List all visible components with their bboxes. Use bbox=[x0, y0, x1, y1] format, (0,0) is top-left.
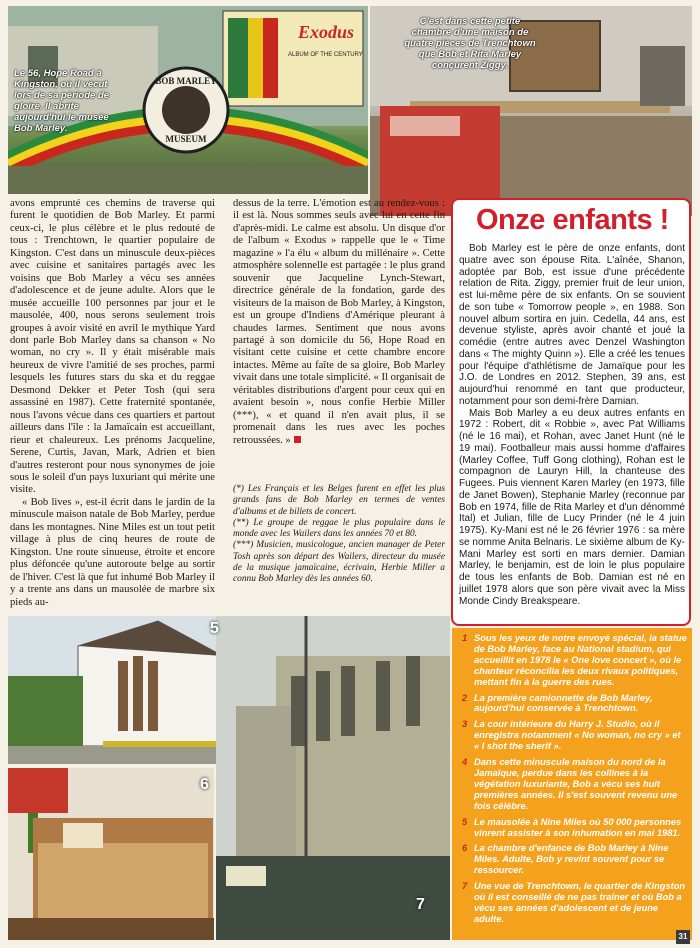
caption-number: 1 bbox=[462, 633, 468, 643]
footnote: (*) Les Français et les Belges furent en effet les plus grands fans de Bob Marley en termes de ventes d'albums et de billets de concert. bbox=[233, 484, 445, 517]
caption-item bbox=[462, 693, 688, 715]
photo-number: 6 bbox=[200, 776, 209, 793]
caption-item bbox=[462, 757, 688, 812]
street-photo-art bbox=[216, 616, 450, 940]
caption-number: 5 bbox=[462, 816, 468, 827]
poster-subtitle: ALBUM OF THE CENTURY bbox=[288, 52, 363, 58]
box-text bbox=[459, 243, 685, 607]
box-title: Onze enfants ! bbox=[476, 204, 669, 236]
article-paragraph: « Bob lives », est-il écrit dans le jardin de la minuscule maison natale de Bob Marley, perdue dans les montagnes. Nine Miles est un tout petit village à plus de cinq heures de route de Kingston. Une route sinueuse, étroite et encore plus défoncée qu'une autoroute belge au sortir de l'hiver. C'est là que fut inhumé Bob Marley il y a trente ans dans un mausolée de marbre six pieds au- bbox=[10, 496, 215, 608]
caption-number: 7 bbox=[462, 881, 468, 892]
caption-text: Dans cette minuscule maison du nord de la Jamaïque, perdue dans les collines à la végétation luxuriante, Bob a vécu ses huit premières années. Il s'est souvent revenu une fois célèbre. bbox=[474, 757, 678, 811]
box-paragraph: Bob Marley est le père de onze enfants, dont quatre avec son épouse Rita. L'aînée, Shanon, adoptée par Bob, est issue d'une précédente relation de Rita. Ziggy, premier fruit de leur union, est lui-même père de six enfants. On se souvient de son tube « Tomorrow people », en 1988. Son nouvel album sortira en juin. Cedella, 44 ans, est devenue styliste, après avoir chanté et joué la comédie (entre autres avec Denzel Washington dans « The mighty Quinn »). Elle a créé les tenues pour l'équipe d'athlétisme de Jamaïque pour les J.O. de Londres en 2012. Stephen, 39 ans, est aujourd'hui renommé en tant que producteur, notamment pour son demi-frère Damian. bbox=[459, 243, 685, 407]
article-column-middle bbox=[233, 198, 445, 447]
page-number: 31 bbox=[676, 930, 690, 944]
caption-item bbox=[462, 881, 688, 925]
caption-item bbox=[462, 633, 688, 688]
caption-number: 6 bbox=[462, 843, 468, 854]
poster-title: Exodus bbox=[298, 22, 355, 42]
article-column-left bbox=[10, 198, 215, 609]
museum-photo-caption: Le 56, Hope Road à Kingston, où il vécut lors de sa période de gloire. Il abrite aujourd'hui le musée Bob Marley. bbox=[14, 68, 110, 134]
caption-item bbox=[462, 719, 688, 752]
caption-text: Sous les yeux de notre envoyé spécial, la statue de Bob Marley, face au National stadium, qui accueillit en 1978 le « One love concert », où le chanteur réconcilia les deux rivaux politiques, mettant fin à la guerre des rues. bbox=[474, 633, 687, 687]
caption-text: La chambre d'enfance de Bob Marley à Nine Miles. Adulte, Bob y revint souvent pour se ressourcer. bbox=[474, 843, 669, 876]
caption-item bbox=[462, 843, 688, 876]
mausoleum-photo-art bbox=[8, 616, 232, 764]
footnote: (**) Le groupe de reggae le plus populaire dans le monde avec les Wailers dans les années 70 et 80. bbox=[233, 517, 445, 540]
box-paragraph: Mais Bob Marley a eu deux autres enfants en 1972 : Robert, dit « Robbie », avec Pat Williams (né le 16 mai), et Rohan, avec Janet Hunt (né le 19 mai). Footballeur mais aussi homme d'affaires (Marley Coffee, Tuff Gong clothing), Rohan est le compagnon de Lauryn Hill, la chanteuse des Fugees. Puis viennent Karen Marley (en 1973, fille de Janet Bowen), Stephanie Marley (reconnue par Bob en 1974, fille de Rita Marley et d'un dénommé Ital) et Julian, fille de Lucy Prinder (né le 4 juin 1975). Ky-Mani est né le 26 février 1976 : sa mère se nomme Anita Belnaris. Le sixième album de Ky-Mani Marley est sorti en mars dernier. Damian Marley, le benjamin, est de loin le plus populaire de tous les enfants de Bob. Damian est né en juillet 1978 alors que son père vivait avec la Miss Monde Cindy Breakspeare. bbox=[459, 407, 685, 607]
caption-number: 3 bbox=[462, 719, 468, 730]
footnotes bbox=[233, 484, 445, 586]
caption-text: La première camionnette de Bob Marley, aujourd'hui conservée à Trenchtown. bbox=[474, 692, 653, 714]
svg-text:BOB MARLEY: BOB MARLEY bbox=[155, 76, 217, 86]
photo-number: 7 bbox=[416, 896, 425, 913]
caption-number: 2 bbox=[462, 692, 468, 703]
article-paragraph: dessus de la terre. L'émotion est au rendez-vous : il est là. Nous sommes seuls avec lui en cette fin d'après-midi. Le calme est absolu. Un disque d'or de l'album « Exodus » rappelle que le « Time magazine » l'a élu « album du millénaire ». Cette atmosphère solennelle est partagée : le plus grand souvenir que Jacqueline Lynch-Stewart, directrice générale de la fondation, garde des visiteurs de la maison de Bob Marley, à Kingston, est un groupe d'Indiens d'Amérique pleurant à chaudes larmes. Sentiment que nous avons partagé à son domicile du 56, Hope Road en visitant cette cuisine et cette chambre encore intactes. Même au faîte de sa gloire, Bob Marley vivait dans une totale simplicité. « Il organisait de véritables distributions d'argent pour ceux qui en avaient besoin », nous confie Herbie Miller (***), « et quand il n'en avait plus, il se promenait dans les rues avec les poches retroussées. » bbox=[233, 198, 445, 446]
childhood-room-photo bbox=[8, 768, 214, 940]
caption-text: La cour intérieure du Harry J. Studio, où il enregistra notamment « No woman, no cry » et « I shot the sherif ». bbox=[474, 719, 681, 752]
end-of-article-mark bbox=[294, 436, 301, 443]
article-paragraph: avons emprunté ces chemins de traverse qui furent le quotidien de Bob Marley. Et parmi ceux-ci, le plus célèbre et le plus redouté de tous : Trenchtown, le quartier populaire de Kingston. C'est dans un minuscule deux-pièces avec cuisine et sanitaires partagés avec les voisins que Bob Marley a vécu ses années d'adolescence et de jeune adulte. Alors que le musée accueille 100 personnes par jour et le mausolée, 400, nous serons seulement trois groupes à avoir visité en avril le mythique Yard dont parle Bob Marley dans sa chanson « No woman, no cry ». Il y était misérable mais heureux de vivre l'amitié de ses proches, parmi lesquels les futures stars du ska et du reggae Desmond Dekker et Peter Tosh (qui sera assassiné en 1987). Cette fraternité spontanée, nous l'avons vécue dans ces quartiers et partout ailleurs dans l'île : la Jamaïcain est accueillant, rieur et chaleureux. Les prénoms Jacqueline, Serene, Curtis, Javan, Mark, Adrien et bien d'autres resteront pour nous synonymes de joie sous le soleil d'un pays luxuriant qui mérite une visite. bbox=[10, 198, 215, 496]
trenchtown-street-photo bbox=[216, 616, 450, 940]
room-photo-caption: C'est dans cette petite chambre d'une maison de quatre pièces de Trenchtown que Bob et Rita Marley conçurent Ziggy. bbox=[404, 16, 536, 71]
photo-captions-list bbox=[462, 633, 688, 930]
caption-text: Le mausolée à Nine Miles où 50 000 personnes vinrent assister à son inhumation en mai 1981. bbox=[474, 816, 682, 838]
childhood-room-photo-art bbox=[8, 768, 214, 940]
caption-item bbox=[462, 817, 688, 839]
caption-number: 4 bbox=[462, 757, 468, 768]
mausoleum-photo bbox=[8, 616, 232, 764]
footnote: (***) Musicien, musicologue, ancien manager de Peter Tosh après son départ des Wailers, directeur du musée de la musique jamaïcaine, écrivain, Herbie Miller a connu Bob Marley dès les années 60. bbox=[233, 540, 445, 585]
photo-number: 5 bbox=[210, 620, 219, 637]
svg-text:MUSEUM: MUSEUM bbox=[165, 134, 207, 144]
caption-text: Une vue de Trenchtown, le quartier de Kingston où il est conseillé de ne pas traîner et où Bob a vécu ses années d'adolescent et de jeune adulte. bbox=[474, 881, 686, 924]
